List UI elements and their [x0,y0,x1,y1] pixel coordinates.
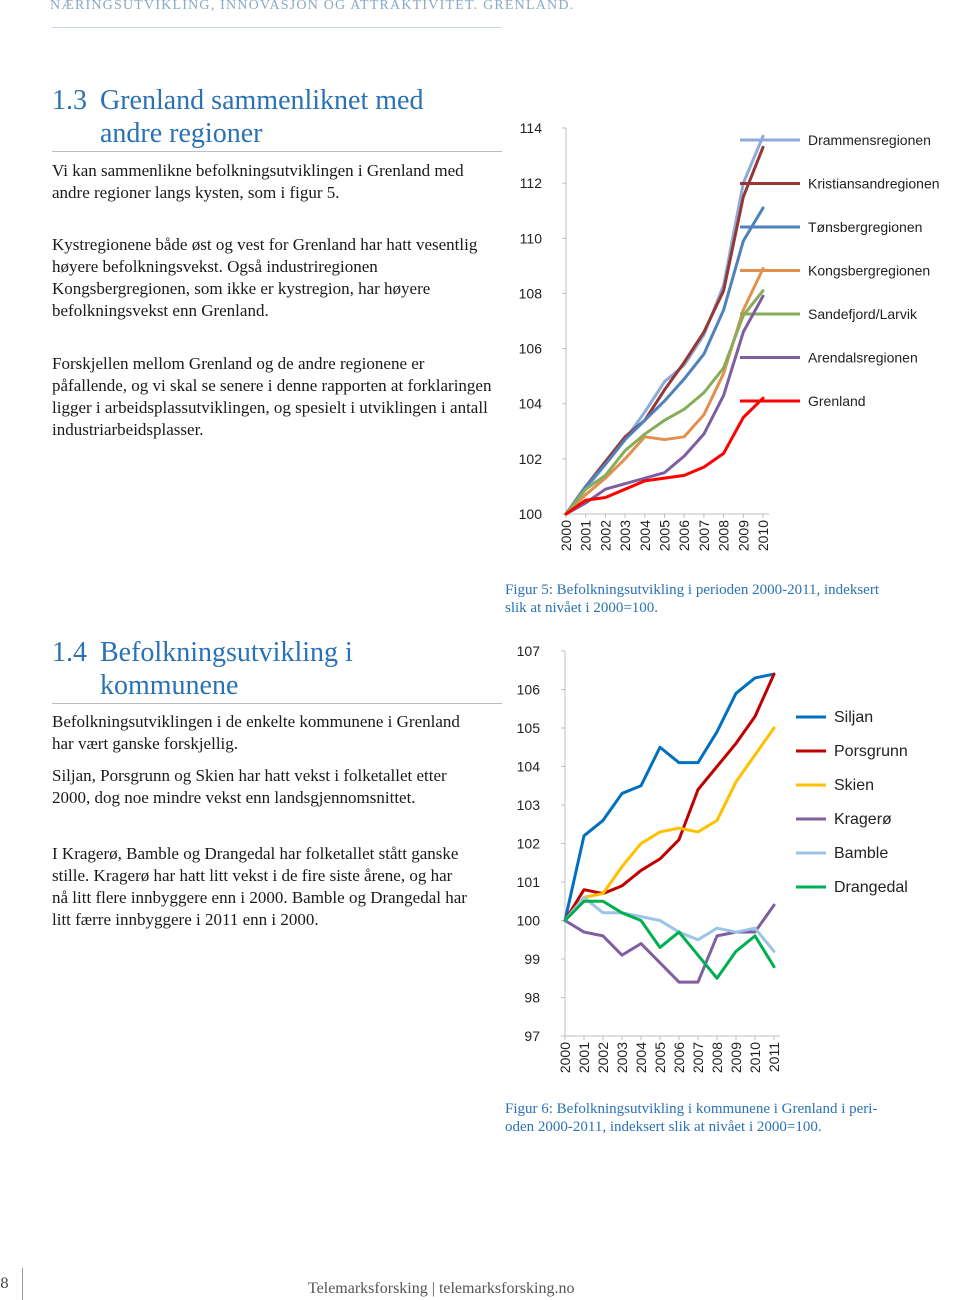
x-tick-label: 2011 [766,1042,782,1073]
x-tick-label: 2009 [735,520,752,552]
y-tick-label: 108 [518,285,542,302]
y-tick-label: 97 [524,1028,540,1044]
x-tick-label: 2003 [617,520,634,552]
paragraph: Vi kan sammenlikne befolkningsutviklingen i Grenland med andre regioner langs kysten, som i figur 5. [52,161,464,202]
footer-text: Telemarksforsking | telemarksforsking.no [308,1280,575,1297]
y-tick-label: 104 [516,758,540,775]
legend-label: Kongsbergregionen [808,262,931,279]
x-tick-label: 2002 [595,1042,611,1074]
caption-line: oden 2000-2011, indeksert slik at nivået i 2000=100. [505,1119,822,1135]
legend-label: Tønsbergregionen [808,219,923,235]
legend-label: Kragerø [834,811,892,828]
caption-line: Figur 6: Befolkningsutvikling i kommunene i Grenland i peri- [505,1101,878,1117]
section-heading-1-4 [52,636,353,702]
y-tick-label: 106 [518,340,542,357]
caption-line: Figur 5: Befolkningsutvikling i perioden 2000-2011, indeksert [505,582,879,598]
series-line-porsgrunn [565,674,774,920]
series-line-kristiansandregionen [566,147,763,514]
legend-label: Kristiansandregionen [808,175,940,192]
y-tick-label: 105 [516,720,540,736]
y-tick-label: 101 [516,874,540,890]
section-title-line2: kommunene [100,670,239,701]
y-tick-label: 102 [518,450,542,467]
paragraph: Siljan, Porsgrunn og Skien har hatt vekst i folketallet etter 2000, dog noe mindre vekst enn landsgjennomsnittet. [52,766,447,807]
header-rule [52,27,502,28]
y-tick-label: 112 [519,175,542,192]
y-tick-label: 104 [518,395,542,412]
legend-label: Drammensregionen [808,132,931,148]
footer-rule [22,1268,23,1300]
legend-label: Siljan [834,709,874,726]
figure-6-plot [500,640,960,1090]
legend-label: Porsgrunn [834,743,908,760]
section-rule [52,151,502,152]
x-tick-label: 2006 [676,520,693,552]
x-tick-label: 2007 [690,1042,706,1074]
y-tick-label: 114 [519,120,542,136]
series-line-siljan [565,674,774,920]
legend-label: Sandefjord/Larvik [808,306,917,322]
section-title-line1: Grenland sammenliknet med [100,85,424,116]
y-tick-label: 103 [516,797,540,813]
paragraph: I Kragerø, Bamble og Drangedal har folketallet stått ganske stille. Kragerø har hatt litt vekst i de fire siste årene, og har nå litt flere innbyggere enn i 2000. Bamble og Drangedal har litt færre innbyggere i 2011 enn i 2000. [52,844,467,929]
x-tick-label: 2005 [652,1042,668,1074]
y-tick-label: 100 [516,912,540,929]
legend-label: Skien [834,777,875,794]
x-tick-label: 2008 [709,1042,725,1074]
x-tick-label: 2001 [577,520,594,552]
section-number: 1.4 [52,637,87,668]
legend-label: Arendalsregionen [808,349,918,366]
y-tick-label: 106 [516,681,540,698]
y-tick-label: 102 [516,835,540,852]
section-number: 1.3 [52,85,87,116]
x-tick-label: 2006 [671,1042,687,1074]
y-tick-label: 98 [524,989,540,1006]
x-tick-label: 2004 [633,1042,649,1074]
paragraph: Befolkningsutviklingen i de enkelte kommunene i Grenland har vært ganske forskjellig. [52,712,460,753]
legend-label: Drangedal [834,879,908,896]
legend-label: Bamble [834,845,889,862]
figure-6-caption [505,1100,877,1136]
running-header: NÆRINGSUTVIKLING, INNOVASJON OG ATTRAKTIVITET. GRENLAND. [50,0,575,13]
x-tick-label: 2000 [558,520,574,552]
section-title-line1: Befolkningsutvikling i [100,637,353,668]
caption-line: slik at nivået i 2000=100. [505,600,659,616]
figure-5-caption [505,581,879,617]
x-tick-label: 2009 [728,1042,744,1074]
x-tick-label: 2004 [636,520,653,552]
x-tick-label: 2008 [715,520,732,552]
page-number: 8 [0,1276,9,1292]
x-tick-label: 2002 [597,520,614,552]
paragraph: Forskjellen mellom Grenland og de andre regionene er påfallende, og vi skal se senere i denne rapporten at forklaringen ligger i arbeidsplassutviklingen, og spesielt i utviklingen i antall industriarbeidsplasser. [52,354,492,439]
y-tick-label: 100 [518,506,542,522]
section-title-line2: andre regioner [100,118,263,149]
series-line-drangedal [565,901,774,978]
x-tick-label: 2005 [656,520,673,552]
x-tick-label: 2010 [747,1042,763,1074]
y-tick-label: 107 [516,643,540,659]
series-line-drammensregionen [566,136,763,514]
series-line-kragerø [565,905,774,982]
legend-label: Grenland [808,393,866,409]
section-heading-1-3 [52,84,423,150]
x-tick-label: 2001 [576,1042,592,1074]
x-tick-label: 2003 [614,1042,630,1074]
series-line-bamble [565,897,774,951]
x-tick-label: 2000 [557,1042,573,1074]
x-tick-label: 2007 [695,520,712,552]
y-tick-label: 110 [519,230,542,247]
section-rule [52,703,502,704]
x-tick-label: 2010 [755,520,771,552]
paragraph: Kystregionene både øst og vest for Grenland har hatt vesentlig høyere befolkningsvekst. Også industriregionen Kongsbergregionen, som ikke er kystregion, har høyere befolkningsvekst enn Grenland. [52,235,478,320]
y-tick-label: 99 [524,951,540,967]
figure-5-plot [500,110,960,580]
